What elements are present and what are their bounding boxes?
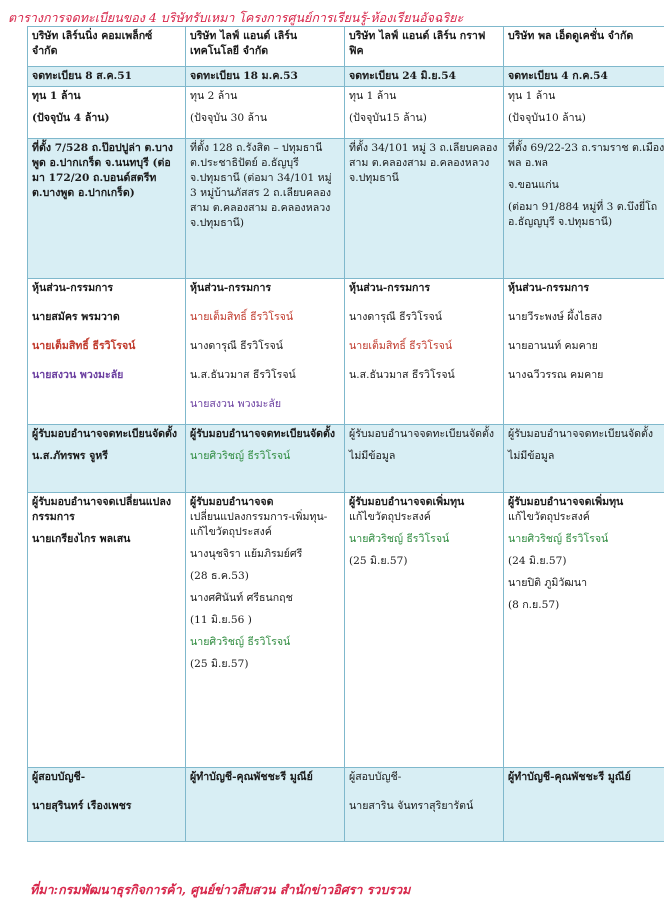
- source-footer: ที่มา:กรมพัฒนาธุรกิจการค้า, ศูนย์ข่าวสืบสวน สำนักข่าวอิศรา รวบรวม: [30, 882, 411, 897]
- changes-label: ผู้รับมอบอำนาจจด: [190, 496, 274, 508]
- accounting-label: ผู้ทำบัญชี-คุณพัชชะรี มูณีย์: [190, 771, 313, 783]
- changes-entry: (8 ก.ย.57): [508, 599, 560, 611]
- shareholders-cell: [186, 279, 345, 425]
- current-capital: (ปัจจุบัน 30 ล้าน: [190, 112, 268, 124]
- shareholders-cell: [28, 279, 186, 425]
- company-name-cell: บริษัท ไลฟ์ แอนด์ เลิร์น เทคโนโลยี จำกัด: [186, 27, 345, 67]
- accounting-label: ผู้สอบบัญชี-: [349, 771, 402, 783]
- changes-row: [28, 493, 664, 768]
- shareholders-label: หุ้นส่วน-กรรมการ: [349, 282, 431, 294]
- company-name-cell: บริษัท ไลฟ์ แอนด์ เลิร์น กราฟฟิค: [345, 27, 504, 67]
- address-later: (ต่อมา 91/884 หมู่ที่ 3 ต.บึงยี่โถ อ.ธัญญบุรี จ.ปทุมธานี): [508, 201, 658, 228]
- shareholder-name: นายอานนท์ คมคาย: [508, 340, 598, 352]
- changes-entry: นายศิวริชญ์ ธีรวิโรจน์: [508, 533, 609, 545]
- changes-label: ผู้รับมอบอำนาจจดเพิ่มทุน: [349, 496, 465, 508]
- shareholders-label: หุ้นส่วน-กรรมการ: [32, 282, 114, 294]
- authorized-person: ไม่มีข้อมูล: [508, 450, 555, 462]
- changes-entry: (25 มิ.ย.57): [190, 658, 249, 670]
- shareholder-name: น.ส.ธันวมาส ธีรวิโรจน์: [349, 369, 455, 381]
- changes-entry: (24 มิ.ย.57): [508, 555, 567, 567]
- registration-date-cell: จดทะเบียน 8 ส.ค.51: [28, 67, 186, 87]
- current-capital: (ปัจจุบัน10 ล้าน): [508, 112, 586, 124]
- address-cell: ที่ตั้ง 7/528 ถ.ป๊อปปูล่า ต.บางพูด อ.ปากเกร็ด จ.นนทบุรี (ต่อมา 172/20 ถ.บอนด์สตรีท ต.บางพูด อ.ปากเกร็ด): [28, 139, 186, 279]
- shareholder-name: น.ส.ธันวมาส ธีรวิโรจน์: [190, 369, 296, 381]
- changes-entry: (25 มิ.ย.57): [349, 555, 408, 567]
- changes-entry: นางนุชจิรา แย้มภิรมย์ศรี: [190, 548, 303, 560]
- changes-cell: [504, 493, 664, 768]
- changes-entry: นายปิติ ภูมิวัฒนา: [508, 577, 588, 589]
- shareholder-name: นายสมัคร พรมวาด: [32, 311, 120, 323]
- shareholder-name: นางดารุณี ธีรวิโรจน์: [190, 340, 284, 352]
- changes-entry: (11 มิ.ย.56 ): [190, 614, 252, 626]
- shareholder-name: นายสงวน พวงมะลัย: [32, 369, 124, 381]
- accounting-cell: [504, 768, 664, 842]
- capital-cell: [504, 87, 664, 139]
- changes-sub: แก้ไขวัตถุประสงค์: [508, 511, 590, 523]
- registration-table: [27, 26, 664, 842]
- address-main: ที่ตั้ง 69/22-23 ถ.รามราช ต.เมืองพล อ.พล: [508, 142, 664, 169]
- authorized-label: ผู้รับมอบอำนาจจดทะเบียนจัดตั้ง: [349, 428, 495, 440]
- shareholder-name: นายเต็มสิทธิ์ ธีรวิโรจน์: [349, 340, 453, 352]
- table-title: ตารางการจดทะเบียนของ 4 บริษัทรับเหมา โครงการศูนย์การเรียนรู้-ห้องเรียนอัจฉริยะ: [8, 10, 464, 25]
- company-name-cell: บริษัท พล เอ็ดดูเคชั่น จำกัด: [504, 27, 664, 67]
- authorized-cell: [345, 425, 504, 493]
- capital-cell: [28, 87, 186, 139]
- address-cell: ที่ตั้ง 34/101 หมู่ 3 ถ.เลียบคลองสาม ต.คลองสาม อ.คลองหลวง จ.ปทุมธานี: [345, 139, 504, 279]
- current-capital: (ปัจจุบัน15 ล้าน): [349, 112, 427, 124]
- initial-capital: ทุน 1 ล้าน: [508, 90, 556, 102]
- shareholder-name: นายเต็มสิทธิ์ ธีรวิโรจน์: [32, 340, 136, 352]
- registration-date-cell: จดทะเบียน 24 มิ.ย.54: [345, 67, 504, 87]
- company-name-cell: บริษัท เลิร์นนิ่ง คอมเพล็กซ์ จำกัด: [28, 27, 186, 67]
- changes-label: ผู้รับมอบอำนาจจดเปลี่ยนแปลงกรรมการ: [32, 496, 171, 523]
- changes-label: ผู้รับมอบอำนาจจดเพิ่มทุน: [508, 496, 624, 508]
- accounting-cell: [345, 768, 504, 842]
- capital-row: [28, 87, 664, 139]
- shareholder-name: นางฉวีวรรณ คมคาย: [508, 369, 604, 381]
- initial-capital: ทุน 2 ล้าน: [190, 90, 238, 102]
- shareholders-label: หุ้นส่วน-กรรมการ: [508, 282, 590, 294]
- authorized-cell: [504, 425, 664, 493]
- registration-date-cell: จดทะเบียน 4 ก.ค.54: [504, 67, 664, 87]
- accounting-person: นายสุรินทร์ เรืองเพชร: [32, 800, 132, 812]
- authorized-person: นายศิวริชญ์ ธีรวิโรจน์: [190, 450, 291, 462]
- authorized-person: น.ส.ภัทรพร จูหรี: [32, 450, 108, 462]
- current-capital: (ปัจจุบัน 4 ล้าน): [32, 112, 110, 124]
- address-province: จ.ขอนแก่น: [508, 179, 559, 191]
- changes-entry: นายศิวริชญ์ ธีรวิโรจน์: [349, 533, 450, 545]
- address-cell: [504, 139, 664, 279]
- shareholder-name: นายเต็มสิทธิ์ ธีรวิโรจน์: [190, 311, 294, 323]
- changes-entry: นางศศินันท์ ศรีธนกฤช: [190, 592, 293, 604]
- accounting-person: นายสาริน จันทราสุริยารัตน์: [349, 800, 474, 812]
- authorized-cell: [186, 425, 345, 493]
- authorized-cell: [28, 425, 186, 493]
- changes-entry: นายศิวริชญ์ ธีรวิโรจน์: [190, 636, 291, 648]
- changes-entry: นายเกรียงไกร พลเสน: [32, 533, 131, 545]
- authorized-person: ไม่มีข้อมูล: [349, 450, 396, 462]
- capital-cell: [345, 87, 504, 139]
- changes-sub: เปลี่ยนแปลงกรรมการ-เพิ่มทุน- แก้ไขวัตถุประสงค์: [190, 511, 328, 538]
- shareholders-label: หุ้นส่วน-กรรมการ: [190, 282, 272, 294]
- shareholder-name: นางดารุณี ธีรวิโรจน์: [349, 311, 443, 323]
- initial-capital: ทุน 1 ล้าน: [32, 90, 81, 102]
- shareholder-name: นายวีระพงษ์ ผึ้งไธสง: [508, 311, 603, 323]
- accounting-label: ผู้สอบบัญชี-: [32, 771, 86, 783]
- company-header-row: [28, 27, 664, 67]
- capital-cell: [186, 87, 345, 139]
- registration-date-cell: จดทะเบียน 18 ม.ค.53: [186, 67, 345, 87]
- changes-sub: แก้ไขวัตถุประสงค์: [349, 511, 431, 523]
- registration-date-row: [28, 67, 664, 87]
- address-cell: ที่ตั้ง 128 ถ.รังสิต – ปทุมธานี ต.ประชาธิปัตย์ อ.ธัญบุรี จ.ปทุมธานี (ต่อมา 34/101 หมู่ 3 หมู่บ้านภัสสร 2 ถ.เลียบคลองสาม ต.คลองสาม อ.คลองหลวง จ.ปทุมธานี): [186, 139, 345, 279]
- authorized-row: [28, 425, 664, 493]
- authorized-label: ผู้รับมอบอำนาจจดทะเบียนจัดตั้ง: [32, 428, 178, 440]
- address-row: [28, 139, 664, 279]
- shareholders-row: [28, 279, 664, 425]
- accounting-cell: [186, 768, 345, 842]
- accounting-cell: [28, 768, 186, 842]
- authorized-label: ผู้รับมอบอำนาจจดทะเบียนจัดตั้ง: [508, 428, 654, 440]
- accounting-row: [28, 768, 664, 842]
- changes-cell: [28, 493, 186, 768]
- changes-cell: [345, 493, 504, 768]
- shareholders-cell: [504, 279, 664, 425]
- shareholder-name: นายสงวน พวงมะลัย: [190, 398, 282, 410]
- accounting-label: ผู้ทำบัญชี-คุณพัชชะรี มูณีย์: [508, 771, 631, 783]
- changes-entry: (28 ธ.ค.53): [190, 570, 249, 582]
- changes-cell: [186, 493, 345, 768]
- shareholders-cell: [345, 279, 504, 425]
- authorized-label: ผู้รับมอบอำนาจจดทะเบียนจัดตั้ง: [190, 428, 336, 440]
- initial-capital: ทุน 1 ล้าน: [349, 90, 397, 102]
